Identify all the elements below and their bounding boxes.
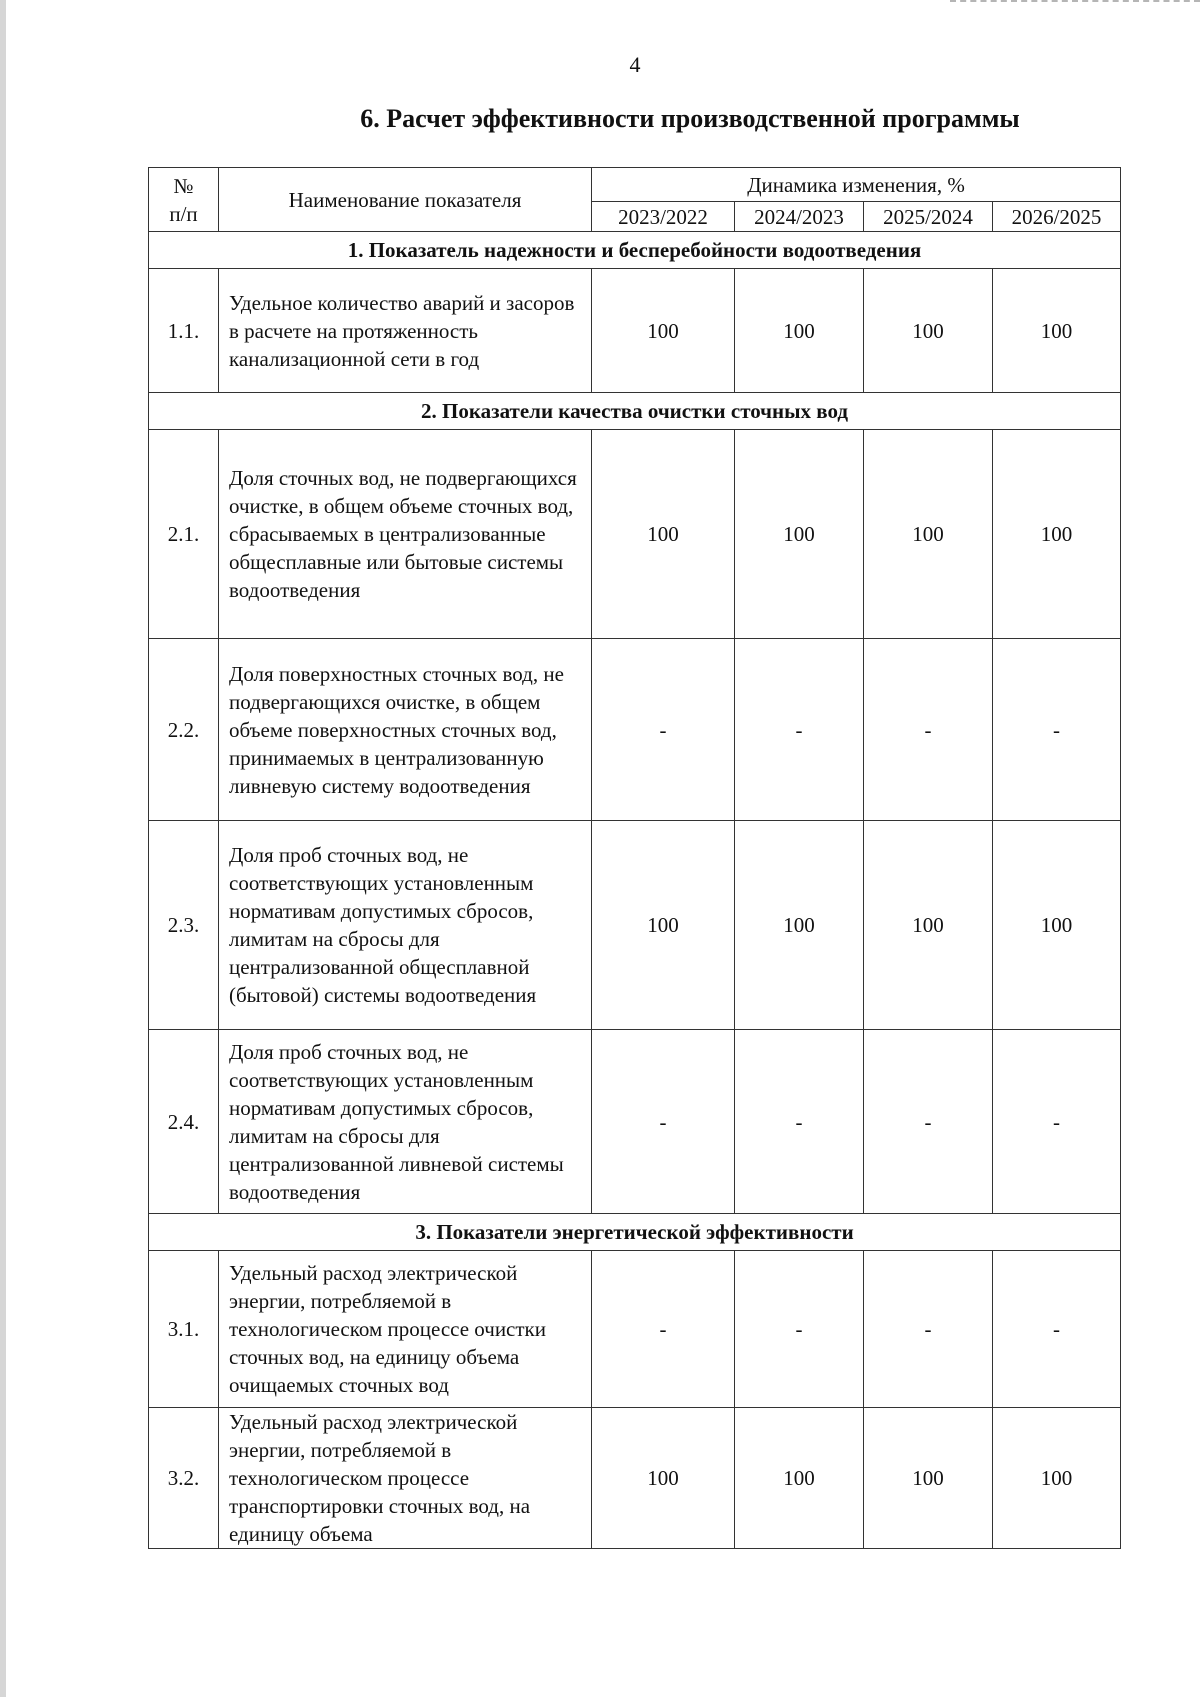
indicator-name: Доля сточных вод, не подвергающихся очистке, в общем объеме сточных вод, сбрасываемых в централизованные общесплавные или бытовые системы водоотведения [219,430,592,639]
scan-top-mark [950,0,1200,5]
dynamics-value: 100 [735,1408,864,1549]
indicator-name: Удельное количество аварий и засоров в расчете на протяженность канализационной сети в год [219,269,592,393]
table-row [149,1408,1121,1549]
header-year: 2024/2023 [735,202,864,232]
dynamics-value: - [592,1030,735,1214]
dynamics-value: 100 [993,821,1121,1030]
section-title: 2. Показатели качества очистки сточных вод [149,393,1121,430]
dynamics-value: 100 [592,821,735,1030]
row-number: 2.2. [149,639,219,821]
header-num: № п/п [149,168,219,232]
dynamics-value: - [864,1030,993,1214]
table-header-row [149,168,1121,202]
row-number: 3.1. [149,1251,219,1408]
header-year: 2026/2025 [993,202,1121,232]
dynamics-value: - [592,1251,735,1408]
dynamics-value: 100 [592,269,735,393]
header-name: Наименование показателя [219,168,592,232]
dynamics-value: 100 [864,430,993,639]
row-number: 2.4. [149,1030,219,1214]
row-number: 2.1. [149,430,219,639]
row-number: 2.3. [149,821,219,1030]
dynamics-value: 100 [864,1408,993,1549]
dynamics-value: - [993,1030,1121,1214]
section-title: 3. Показатели энергетической эффективности [149,1214,1121,1251]
table-row [149,821,1121,1030]
efficiency-table [148,167,1121,1549]
header-year: 2025/2024 [864,202,993,232]
dynamics-value: - [993,639,1121,821]
indicator-name: Доля поверхностных сточных вод, не подвергающихся очистке, в общем объеме поверхностных сточных вод, принимаемых в централизованную ливневую систему водоотведения [219,639,592,821]
indicator-name: Удельный расход электрической энергии, потребляемой в технологическом процессе транспортировки сточных вод, на единицу объема [219,1408,592,1549]
page-number: 4 [629,52,641,77]
table-row [149,1251,1121,1408]
table-row [149,1030,1121,1214]
dynamics-value: - [735,1030,864,1214]
dynamics-value: 100 [864,269,993,393]
dynamics-value: 100 [993,1408,1121,1549]
dynamics-value: 100 [735,821,864,1030]
table-row [149,639,1121,821]
dynamics-value: 100 [864,821,993,1030]
indicator-name: Доля проб сточных вод, не соответствующих установленным нормативам допустимых сбросов, лимитам на сбросы для централизованной ливневой системы водоотведения [219,1030,592,1214]
indicator-name: Удельный расход электрической энергии, потребляемой в технологическом процессе очистки сточных вод, на единицу объема очищаемых сточных вод [219,1251,592,1408]
scan-left-edge [0,0,6,1697]
dynamics-value: 100 [993,430,1121,639]
dynamics-value: - [735,639,864,821]
dynamics-value: 100 [735,430,864,639]
dynamics-value: - [735,1251,864,1408]
row-number: 3.2. [149,1408,219,1549]
section-row [149,1214,1121,1251]
section-row [149,232,1121,269]
indicator-name: Доля проб сточных вод, не соответствующих установленным нормативам допустимых сбросов, лимитам на сбросы для централизованной общесплавной (бытовой) системы водоотведения [219,821,592,1030]
header-dynamics: Динамика изменения, % [592,168,1121,202]
page-title: 6. Расчет эффективности производственной программы [360,104,1020,133]
dynamics-value: 100 [993,269,1121,393]
dynamics-value: 100 [592,1408,735,1549]
table-row [149,269,1121,393]
section-title: 1. Показатель надежности и бесперебойности водоотведения [149,232,1121,269]
dynamics-value: - [592,639,735,821]
dynamics-value: - [993,1251,1121,1408]
dynamics-value: 100 [592,430,735,639]
dynamics-value: - [864,639,993,821]
section-row [149,393,1121,430]
header-year: 2023/2022 [592,202,735,232]
row-number: 1.1. [149,269,219,393]
table-row [149,430,1121,639]
dynamics-value: 100 [735,269,864,393]
dynamics-value: - [864,1251,993,1408]
